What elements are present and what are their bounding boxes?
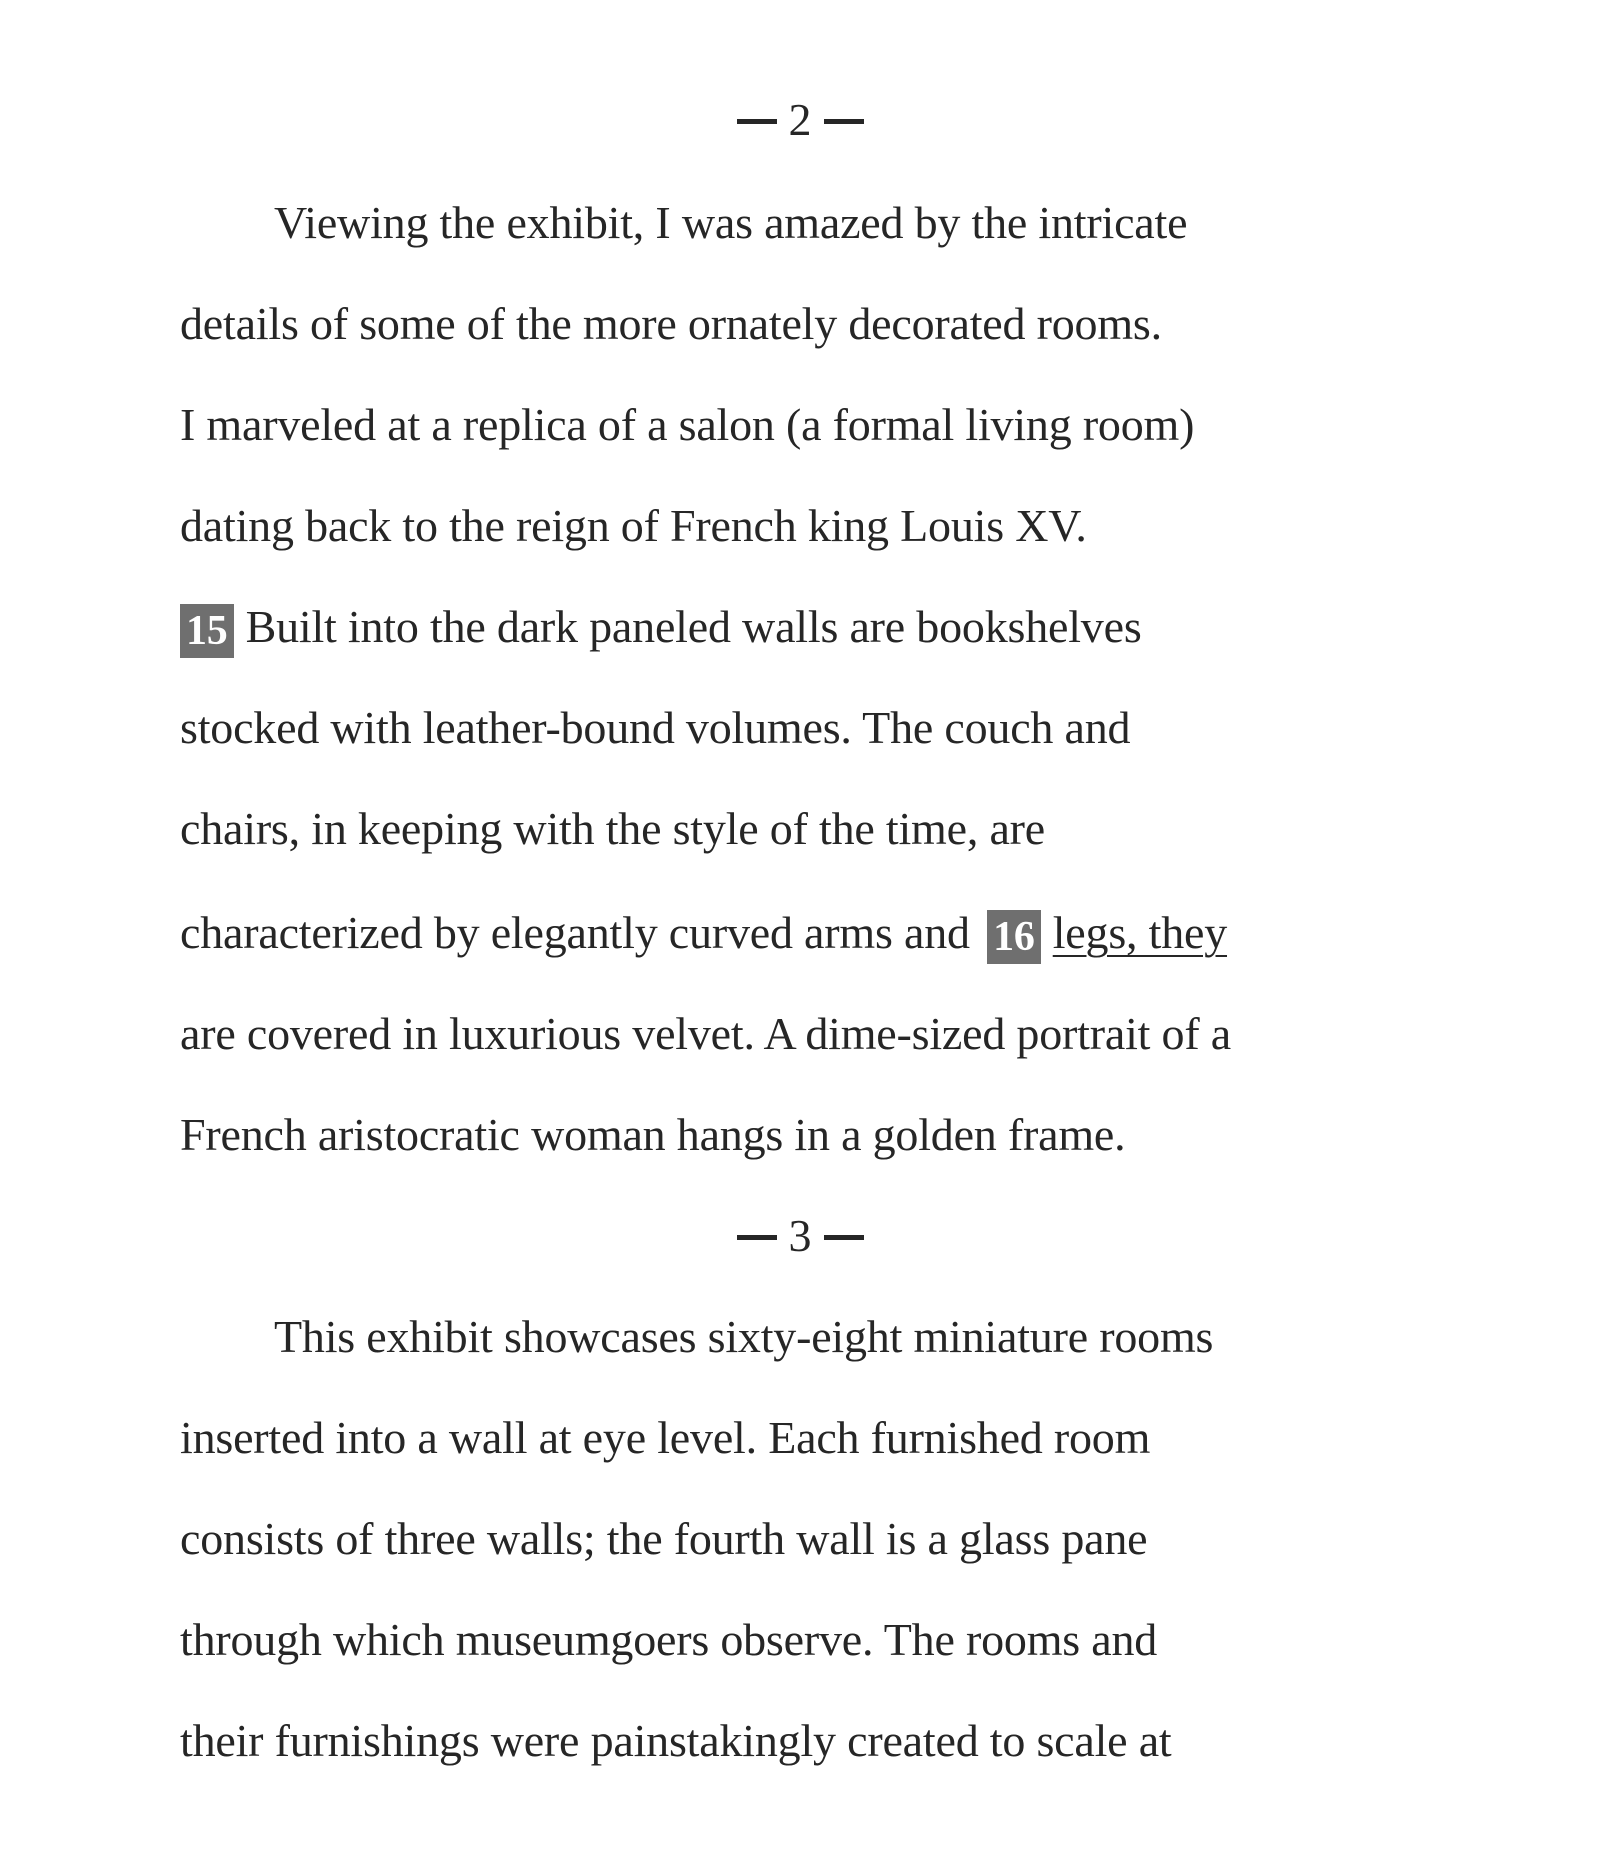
paragraph-line: details of some of the more ornately decorated rooms.: [180, 298, 1162, 349]
paragraph-line: stocked with leather-bound volumes. The couch and: [180, 702, 1131, 753]
paragraph-line: French aristocratic woman hangs in a golden frame.: [180, 1109, 1126, 1160]
dash-right: [824, 119, 864, 124]
paragraph-line: I marveled at a replica of a salon (a formal living room): [180, 399, 1195, 450]
question-number-16[interactable]: 16: [987, 910, 1041, 964]
section-marker-2: [0, 90, 1600, 150]
dash-left: [737, 119, 777, 124]
q16-preceding-text: characterized by elegantly curved arms and: [180, 907, 970, 958]
paragraph-line-q15: [180, 597, 1142, 657]
paragraph-line: inserted into a wall at eye level. Each furnished room: [180, 1412, 1151, 1463]
q15-sentence: Built into the dark paneled walls are bookshelves: [245, 601, 1142, 652]
q16-underlined-text[interactable]: legs, they: [1052, 907, 1228, 958]
paragraph-line: Viewing the exhibit, I was amazed by the intricate: [274, 197, 1188, 248]
paragraph-line: are covered in luxurious velvet. A dime-sized portrait of a: [180, 1008, 1231, 1059]
question-number-15[interactable]: 15: [180, 604, 234, 658]
dash-left: [737, 1235, 777, 1240]
paragraph-line: through which museumgoers observe. The rooms and: [180, 1614, 1158, 1665]
paragraph-line: dating back to the reign of French king Louis XV.: [180, 500, 1087, 551]
dash-right: [824, 1235, 864, 1240]
section-marker-3: [0, 1206, 1600, 1266]
paragraph-line: their furnishings were painstakingly created to scale at: [180, 1715, 1172, 1766]
paragraph-line: chairs, in keeping with the style of the time, are: [180, 803, 1046, 854]
paragraph-line: This exhibit showcases sixty-eight miniature rooms: [274, 1311, 1214, 1362]
section-number: 2: [788, 94, 812, 145]
paragraph-line-q16: [180, 903, 1227, 963]
section-number: 3: [788, 1210, 812, 1261]
paragraph-line: consists of three walls; the fourth wall is a glass pane: [180, 1513, 1148, 1564]
